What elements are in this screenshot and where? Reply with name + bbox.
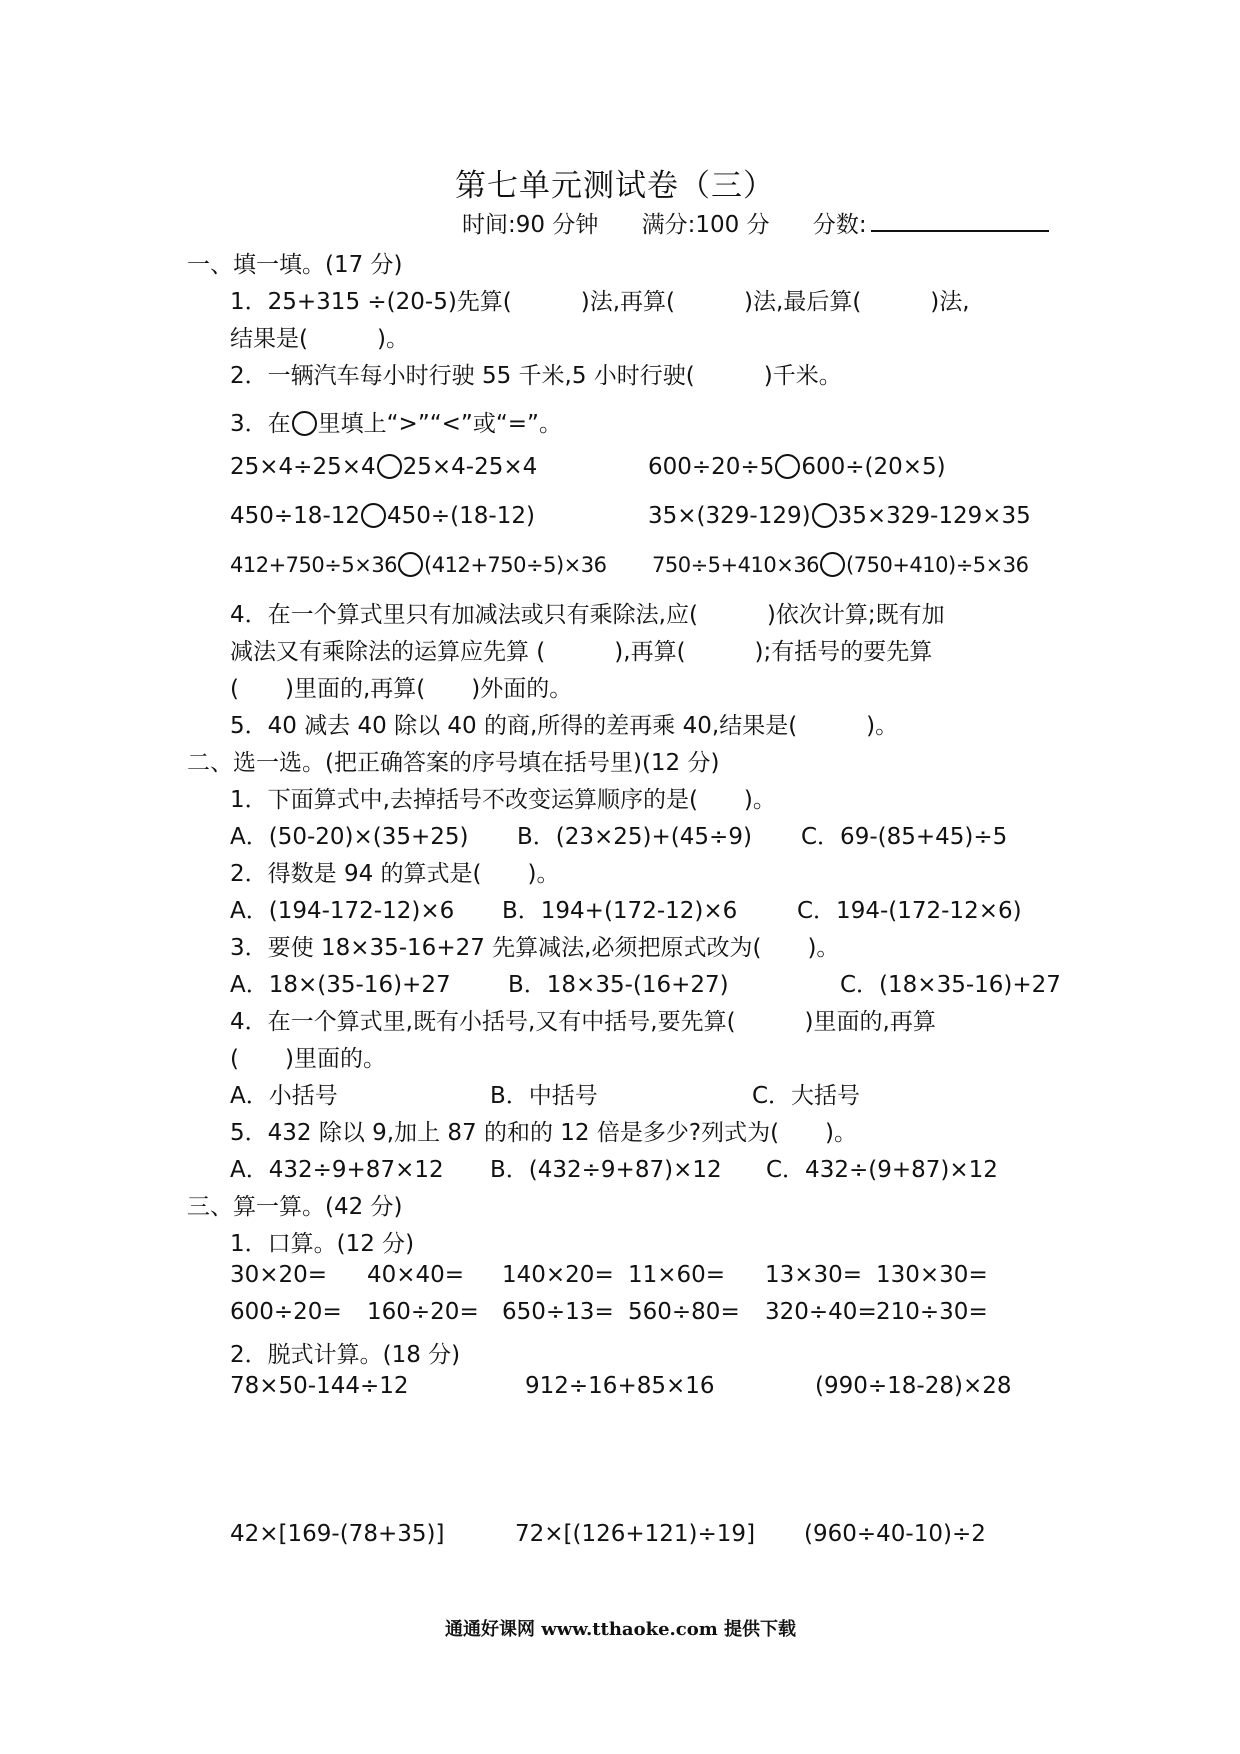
comparison-5 bbox=[230, 552, 606, 577]
section-1-heading: 一、填一填。(17 分) bbox=[187, 252, 403, 278]
comparison-circle[interactable] bbox=[812, 503, 837, 528]
s2-q5-option-a: A．432÷9+87×12 bbox=[230, 1157, 444, 1183]
s2-q1-option-a: A．(50-20)×(35+25) bbox=[230, 824, 469, 850]
comparison-6 bbox=[652, 552, 1028, 577]
oral-problem: 130×30= bbox=[876, 1262, 988, 1288]
s2-q5-option-b: B．(432÷9+87)×12 bbox=[490, 1157, 722, 1183]
comparison-circle[interactable] bbox=[377, 454, 402, 479]
comparison-left: 412+750÷5×36 bbox=[230, 553, 398, 577]
s2-q3-option-c: C．(18×35-16)+27 bbox=[840, 972, 1061, 998]
comparison-left: 600÷20÷5 bbox=[648, 454, 775, 480]
time-label: 时间:90 分钟 bbox=[462, 212, 599, 238]
s2-q5-option-c: C．432÷(9+87)×12 bbox=[766, 1157, 998, 1183]
oral-problem: 30×20= bbox=[230, 1262, 328, 1288]
step-problem: (960÷40-10)÷2 bbox=[804, 1521, 986, 1547]
comparison-circle[interactable] bbox=[398, 552, 423, 577]
comparison-left: 750÷5+410×36 bbox=[652, 553, 820, 577]
s2-q2-option-c: C．194-(172-12×6) bbox=[797, 898, 1022, 924]
s2-q3: 3．要使 18×35-16+27 先算减法,必须把原式改为( )。 bbox=[230, 935, 840, 961]
oral-problem: 160÷20= bbox=[367, 1299, 479, 1325]
step-problem: 42×[169-(78+35)] bbox=[230, 1521, 445, 1547]
comparison-right: (750+410)÷5×36 bbox=[846, 553, 1029, 577]
comparison-3 bbox=[230, 503, 535, 529]
oral-problem: 650÷13= bbox=[502, 1299, 614, 1325]
s1-q1-line1: 1．25+315 ÷(20-5)先算( )法,再算( )法,最后算( )法, bbox=[230, 289, 970, 315]
comparison-right: 600÷(20×5) bbox=[801, 454, 946, 480]
s2-q2-option-a: A．(194-172-12)×6 bbox=[230, 898, 455, 924]
score-label: 分数: bbox=[812, 212, 867, 238]
s1-q2: 2．一辆汽车每小时行驶 55 千米,5 小时行驶( )千米。 bbox=[230, 363, 842, 389]
score-blank[interactable] bbox=[871, 208, 1049, 232]
s1-q5: 5．40 减去 40 除以 40 的商,所得的差再乘 40,结果是( )。 bbox=[230, 713, 899, 739]
oral-problem: 320÷40= bbox=[765, 1299, 877, 1325]
s2-q3-option-a: A．18×(35-16)+27 bbox=[230, 972, 451, 998]
s2-q2: 2．得数是 94 的算式是( )。 bbox=[230, 861, 560, 887]
comparison-right: 450÷(18-12) bbox=[387, 503, 535, 529]
comparison-right: (412+750÷5)×36 bbox=[424, 553, 607, 577]
s3-sub2: 2．脱式计算。(18 分) bbox=[230, 1342, 461, 1368]
comparison-left: 450÷18-12 bbox=[230, 503, 361, 529]
s1-q1-line2: 结果是( )。 bbox=[230, 326, 409, 352]
step-problem: 912÷16+85×16 bbox=[525, 1373, 715, 1399]
s2-q4-option-a: A．小括号 bbox=[230, 1083, 338, 1109]
comparison-circle[interactable] bbox=[820, 552, 845, 577]
step-problem: (990÷18-28)×28 bbox=[815, 1373, 1012, 1399]
s1-q3 bbox=[230, 405, 562, 438]
oral-problem: 560÷80= bbox=[628, 1299, 740, 1325]
s2-q3-option-b: B．18×35-(16+27) bbox=[508, 972, 729, 998]
s2-q1-option-b: B．(23×25)+(45÷9) bbox=[517, 824, 752, 850]
comparison-left: 35×(329-129) bbox=[648, 503, 811, 529]
s1-q4-line2: 减法又有乘除法的运算应先算 ( ),再算( );有括号的要先算 bbox=[230, 639, 933, 665]
comparison-circle[interactable] bbox=[775, 454, 800, 479]
comparison-right: 35×329-129×35 bbox=[837, 503, 1031, 529]
step-problem: 78×50-144÷12 bbox=[230, 1373, 409, 1399]
circle-blank-icon bbox=[292, 411, 317, 436]
oral-problem: 140×20= bbox=[502, 1262, 614, 1288]
oral-problem: 40×40= bbox=[367, 1262, 465, 1288]
s1-q3-pre: 3．在 bbox=[230, 411, 291, 437]
comparison-2 bbox=[648, 454, 946, 480]
oral-problem: 600÷20= bbox=[230, 1299, 342, 1325]
s2-q1: 1．下面算式中,去掉括号不改变运算顺序的是( )。 bbox=[230, 787, 776, 813]
oral-problem: 13×30= bbox=[765, 1262, 863, 1288]
comparison-right: 25×4-25×4 bbox=[402, 454, 538, 480]
oral-problem: 210÷30= bbox=[876, 1299, 988, 1325]
section-2-heading: 二、选一选。(把正确答案的序号填在括号里)(12 分) bbox=[187, 750, 720, 776]
s3-sub1: 1．口算。(12 分) bbox=[230, 1231, 415, 1257]
step-problem: 72×[(126+121)÷19] bbox=[515, 1521, 756, 1547]
s2-q4-line1: 4．在一个算式里,既有小括号,又有中括号,要先算( )里面的,再算 bbox=[230, 1009, 936, 1035]
s2-q2-option-b: B．194+(172-12)×6 bbox=[502, 898, 738, 924]
s1-q3-post: 里填上“>”“<”或“=”。 bbox=[317, 411, 562, 437]
s2-q4-option-b: B．中括号 bbox=[490, 1083, 598, 1109]
s1-q4-line1: 4．在一个算式里只有加减法或只有乘除法,应( )依次计算;既有加 bbox=[230, 602, 945, 628]
comparison-1 bbox=[230, 454, 537, 480]
comparison-circle[interactable] bbox=[361, 503, 386, 528]
s2-q4-line2: ( )里面的。 bbox=[230, 1046, 386, 1072]
footer-watermark: 通通好课网 www.tthaoke.com 提供下载 bbox=[445, 1619, 797, 1640]
full-score-label: 满分:100 分 bbox=[641, 212, 770, 238]
s1-q4-line3: ( )里面的,再算( )外面的。 bbox=[230, 676, 573, 702]
page-title: 第七单元测试卷（三） bbox=[455, 168, 775, 204]
section-3-heading: 三、算一算。(42 分) bbox=[187, 1194, 403, 1220]
s2-q1-option-c: C．69-(85+45)÷5 bbox=[801, 824, 1008, 850]
exam-meta bbox=[462, 206, 1049, 239]
comparison-4 bbox=[648, 503, 1031, 529]
comparison-left: 25×4÷25×4 bbox=[230, 454, 376, 480]
s2-q5: 5．432 除以 9,加上 87 的和的 12 倍是多少?列式为( )。 bbox=[230, 1120, 858, 1146]
oral-problem: 11×60= bbox=[628, 1262, 726, 1288]
s2-q4-option-c: C．大括号 bbox=[752, 1083, 861, 1109]
